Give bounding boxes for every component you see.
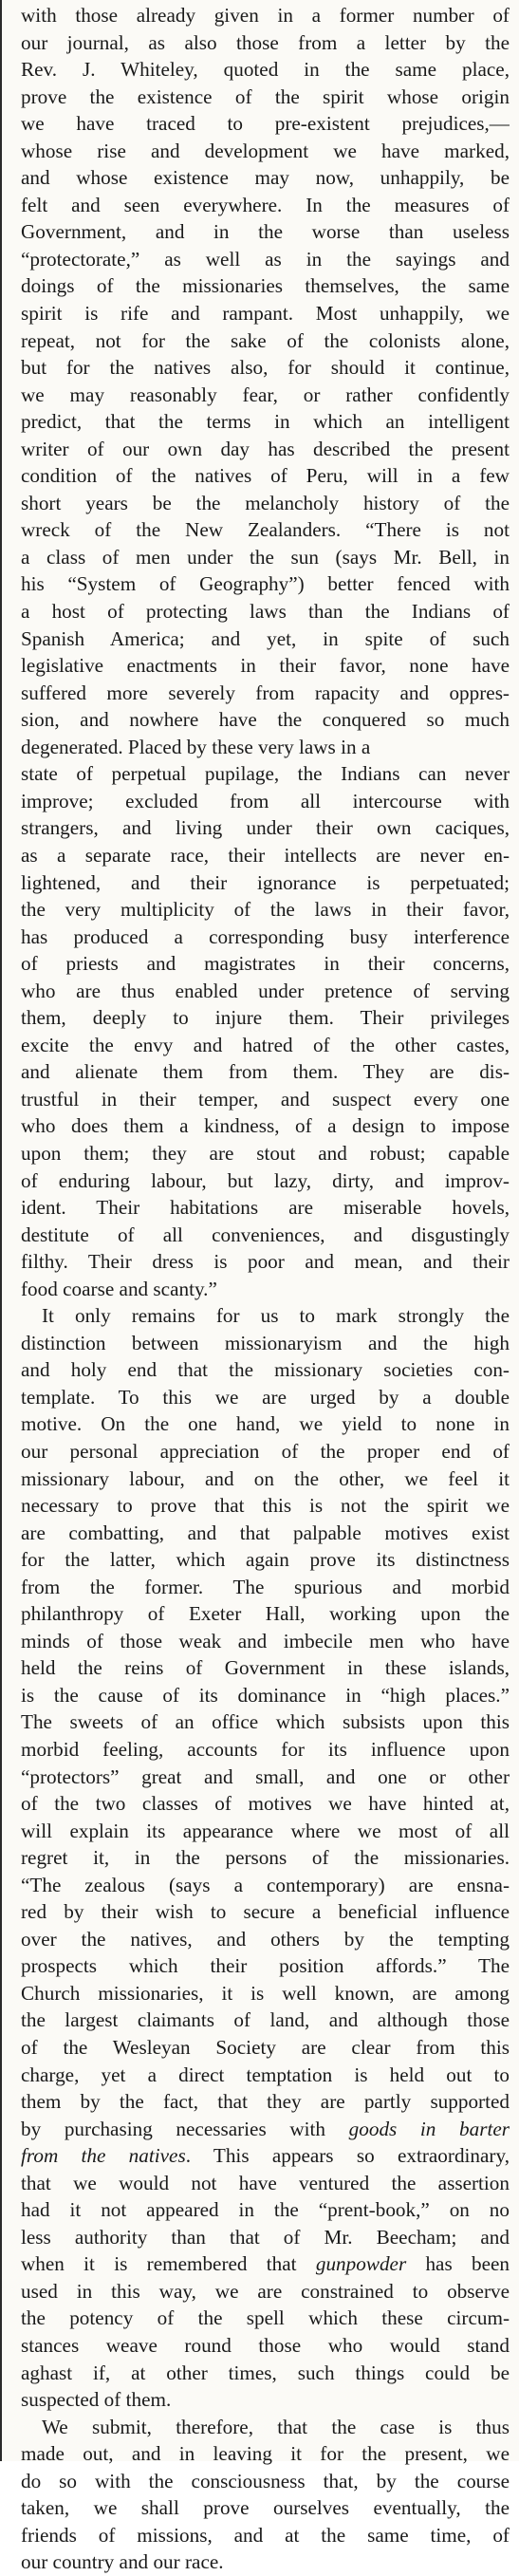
line-text: aghast if, at other times, such things could be (21, 2361, 510, 2384)
line-text: and alienate them from them. They are dis- (21, 1060, 510, 1084)
line-text: less authority than that of Mr. Beecham; and (21, 2225, 510, 2249)
text-line (21, 2494, 510, 2522)
line-text: will explain its appearance where we most of all (21, 1819, 510, 1842)
text-line (21, 1356, 510, 1384)
line-text: we have traced to pre-existent prejudices,— (21, 112, 510, 136)
line-text: Spanish America; and yet, in spite of such (21, 626, 510, 650)
line-text: and holy end that the missionary societies con- (21, 1358, 510, 1382)
text-line (21, 1926, 510, 1953)
text-line (21, 978, 510, 1005)
text-line (21, 2, 510, 29)
text-line (21, 1384, 510, 1411)
text-line (21, 2250, 510, 2278)
line-text: improve; excluded from all intercourse with (21, 789, 510, 812)
line-text: We submit, therefore, that the case is thus (42, 2415, 510, 2438)
column-rule (0, 0, 2, 2461)
line-text: “The zealous (says a contemporary) are ensna- (21, 1873, 510, 1896)
text-line (21, 354, 510, 382)
text-line (21, 1844, 510, 1872)
text-line (21, 625, 510, 653)
text-line (21, 2468, 510, 2495)
line-text: predict, that the terms in which an intelligent (21, 410, 510, 434)
text-line (21, 788, 510, 815)
text-line (21, 1167, 510, 1195)
text-line (21, 1248, 510, 1276)
line-text: has been (406, 2252, 510, 2276)
line-text: prove the existence of the spirit whose origin (21, 84, 510, 108)
line-text: who are thus enabled under pretence of serving (21, 979, 510, 1002)
line-text: the very multiplicity of the laws in their favor, (21, 898, 510, 922)
line-text: spirit is rife and rampant. Most unhappily, we (21, 302, 510, 326)
text-line (21, 1330, 510, 1357)
line-text: charge, yet a direct temptation is held out to (21, 2063, 510, 2086)
line-text: missionary labour, and on the other, we feel it (21, 1466, 510, 1490)
text-line (21, 1004, 510, 1032)
article-column (21, 2, 510, 2576)
text-line (21, 1438, 510, 1465)
line-text: Church missionaries, it is well known, are among (21, 1981, 510, 2005)
line-text: taken, we shall prove ourselves eventually, the (21, 2496, 510, 2520)
text-line (21, 2142, 510, 2170)
text-line (21, 1818, 510, 1845)
text-line (21, 814, 510, 842)
line-text: “protectorate,” as well as in the sayings and (21, 247, 510, 271)
line-text: state of perpetual pupilage, the Indians can never (21, 762, 510, 786)
line-text: but for the natives also, for should it continue, (21, 356, 510, 380)
text-line (21, 1682, 510, 1709)
line-text: distinction between missionaryism and the high (21, 1331, 510, 1354)
line-text: as a separate race, their intellects are never en- (21, 843, 510, 867)
line-text: excite the envy and hatred of the other castes, (21, 1033, 510, 1056)
text-line (21, 2360, 510, 2387)
line-text: prospects which their position affords.” The (21, 1954, 510, 1978)
text-line (21, 436, 510, 463)
text-line (21, 218, 510, 246)
line-text: . This appears so extraordinary, (185, 2144, 510, 2168)
line-text: suspected of them. (21, 2388, 172, 2412)
text-line (21, 652, 510, 680)
text-line (21, 2440, 510, 2468)
text-line (21, 462, 510, 490)
line-text: motive. On the one hand, we yield to none in (21, 1412, 510, 1436)
text-line (21, 2278, 510, 2305)
line-text: who does them a kindness, of a design to impose (21, 1114, 510, 1138)
line-text: upon them; they are stout and robust; capable (21, 1141, 510, 1165)
text-line (21, 842, 510, 869)
line-text: friends of missions, and at the same time, of (21, 2523, 510, 2547)
line-text: lightened, and their ignorance is perpetuated; (21, 870, 510, 894)
line-text: by purchasing necessaries with (21, 2117, 349, 2140)
line-text: a class of men under the sun (says Mr. Bell, in (21, 545, 510, 569)
text-line (21, 544, 510, 571)
line-text: and whose existence may now, unhappily, be (21, 166, 510, 190)
line-text: them, deeply to injure them. Their privileges (21, 1006, 510, 1030)
text-line (21, 2224, 510, 2251)
text-line (21, 84, 510, 111)
text-line (21, 706, 510, 734)
text-line (21, 1140, 510, 1167)
text-line (21, 1465, 510, 1493)
text-line (21, 1032, 510, 1059)
text-line (21, 680, 510, 707)
line-text: from the former. The spurious and morbid (21, 1575, 510, 1598)
line-text: stances weave round those who would stand (21, 2334, 510, 2358)
text-line (21, 1410, 510, 1438)
text-line (21, 1790, 510, 1818)
text-line (21, 327, 510, 355)
line-text: made out, and in leaving it for the present, we (21, 2442, 510, 2466)
line-text: our personal appreciation of the proper end of (21, 1439, 510, 1463)
text-line (21, 164, 510, 192)
text-line (21, 2548, 510, 2576)
line-text: is the cause of its dominance in “high places.” (21, 1683, 510, 1707)
text-line (21, 570, 510, 598)
line-text: sion, and nowhere have the conquered so much (21, 708, 510, 732)
text-line (21, 924, 510, 951)
text-line (21, 950, 510, 978)
text-line (21, 896, 510, 924)
line-text: wreck of the New Zealanders. “There is not (21, 518, 510, 542)
line-text: his “System of Geography”) better fenced with (21, 572, 510, 596)
text-line (21, 2196, 510, 2224)
line-text: Government, and in the worse than useless (21, 220, 510, 244)
text-line (21, 1302, 510, 1330)
line-text: red by their wish to secure a beneficial influence (21, 1900, 510, 1924)
line-text: whose rise and development we have marked, (21, 139, 510, 162)
line-text: with those already given in a former number of (21, 4, 510, 27)
text-line (21, 2007, 510, 2034)
line-text: used in this way, we are constrained to observe (21, 2279, 510, 2303)
text-line (21, 382, 510, 409)
line-text: has produced a corresponding busy interference (21, 924, 510, 948)
italic-text: gunpowder (315, 2252, 407, 2276)
text-line (21, 1654, 510, 1682)
line-text: short years be the melancholy history of the (21, 491, 510, 514)
line-text: strangers, and living under their own caciques, (21, 816, 510, 840)
line-text: of priests and magistrates in their concerns, (21, 952, 510, 976)
line-text: our country and our race. (21, 2550, 224, 2574)
line-text: do so with the consciousness that, by the course (21, 2469, 510, 2492)
text-line (21, 760, 510, 788)
line-text: destitute of all conveniences, and disgustingly (21, 1223, 510, 1246)
line-text: of the Wesleyan Society are clear from this (21, 2036, 510, 2060)
line-text: for the latter, which again prove its distinctness (21, 1548, 510, 1572)
line-text: template. To this we are urged by a double (21, 1385, 510, 1409)
text-line (21, 56, 510, 84)
italic-text: goods in barter (348, 2117, 510, 2140)
text-line (21, 2522, 510, 2549)
line-text: food coarse and scanty.” (21, 1277, 217, 1300)
text-line (21, 192, 510, 219)
text-line (21, 1492, 510, 1520)
text-line (21, 1058, 510, 1086)
text-line (21, 300, 510, 327)
text-line (21, 1574, 510, 1601)
text-line (21, 1112, 510, 1140)
text-line (21, 1898, 510, 1926)
line-text: of enduring labour, but lazy, dirty, and improv- (21, 1168, 510, 1192)
text-line (21, 408, 510, 436)
line-text: had it not appeared in the “prent-book,” on no (21, 2198, 510, 2222)
line-text: ident. Their habitations are miserable hovels, (21, 1196, 510, 1220)
text-line (21, 516, 510, 544)
line-text: doings of the missionaries themselves, the same (21, 274, 510, 298)
line-text: the largest claimants of land, and although those (21, 2008, 510, 2032)
text-line (21, 1764, 510, 1791)
text-line (21, 598, 510, 625)
text-line (21, 1222, 510, 1249)
text-line (21, 2386, 510, 2414)
text-line (21, 272, 510, 300)
text-line (21, 2034, 510, 2062)
text-line (21, 1952, 510, 1980)
text-line (21, 110, 510, 138)
line-text: legislative enactments in their favor, none have (21, 654, 510, 678)
line-text: we may reasonably fear, or rather confidently (21, 383, 510, 406)
line-text: It only remains for us to mark strongly the (42, 1304, 510, 1328)
text-line (21, 1600, 510, 1628)
line-text: minds of those weak and imbecile men who have (21, 1629, 510, 1652)
text-line (21, 138, 510, 165)
text-line (21, 1708, 510, 1736)
line-text: our journal, as also those from a letter by the (21, 30, 510, 54)
italic-text: from the natives (21, 2144, 186, 2168)
text-line (21, 1980, 510, 2007)
line-text: suffered more severely from rapacity and oppres- (21, 681, 510, 704)
text-line (21, 2062, 510, 2089)
line-text: philanthropy of Exeter Hall, working upon the (21, 1602, 510, 1626)
line-text: necessary to prove that this is not the spirit we (21, 1494, 510, 1518)
line-text: The sweets of an office which subsists upon this (21, 1710, 510, 1734)
text-line (21, 1194, 510, 1222)
line-text: condition of the natives of Peru, will in a few (21, 464, 510, 488)
line-text: the potency of the spell which these circum- (21, 2306, 510, 2330)
text-line (21, 2305, 510, 2332)
text-line (21, 1546, 510, 1574)
line-text: morbid feeling, accounts for its influence upon (21, 1738, 510, 1761)
text-line (21, 1872, 510, 1899)
text-line (21, 2170, 510, 2197)
text-line (21, 2088, 510, 2116)
line-text: filthy. Their dress is poor and mean, and their (21, 1250, 510, 1274)
line-text: are combatting, and that palpable motives exist (21, 1521, 510, 1544)
line-text: Rev. J. Whiteley, quoted in the same place, (21, 58, 510, 82)
text-line (21, 1736, 510, 1764)
line-text: “protectors” great and small, and one or other (21, 1764, 510, 1788)
text-line (21, 2116, 510, 2143)
line-text: trustful in their temper, and suspect every one (21, 1087, 510, 1111)
text-line (21, 29, 510, 57)
line-text: that we would not have ventured the assertion (21, 2171, 510, 2194)
text-line (21, 490, 510, 517)
line-text: repeat, not for the sake of the colonists alone, (21, 328, 510, 352)
line-text: over the natives, and others by the tempting (21, 1927, 510, 1951)
text-line (21, 1086, 510, 1113)
text-line (21, 869, 510, 897)
line-text: when it is remembered that (21, 2252, 316, 2276)
line-text: a host of protecting laws than the Indians of (21, 600, 510, 624)
text-line (21, 2332, 510, 2360)
line-text: felt and seen everywhere. In the measures of (21, 193, 510, 216)
line-text: them by the fact, that they are partly supported (21, 2090, 510, 2114)
line-text: of the two classes of motives we have hinted at, (21, 1792, 510, 1816)
text-line (21, 1628, 510, 1655)
text-line (21, 2414, 510, 2441)
line-text: regret it, in the persons of the missionaries. (21, 1846, 510, 1870)
line-text: degenerated. Placed by these very laws in a (21, 735, 371, 758)
line-text: held the reins of Government in these islands, (21, 1656, 510, 1680)
text-line (21, 246, 510, 273)
text-line (21, 734, 510, 761)
text-line (21, 1276, 510, 1303)
text-line (21, 1520, 510, 1547)
line-text: writer of our own day has described the present (21, 437, 510, 460)
